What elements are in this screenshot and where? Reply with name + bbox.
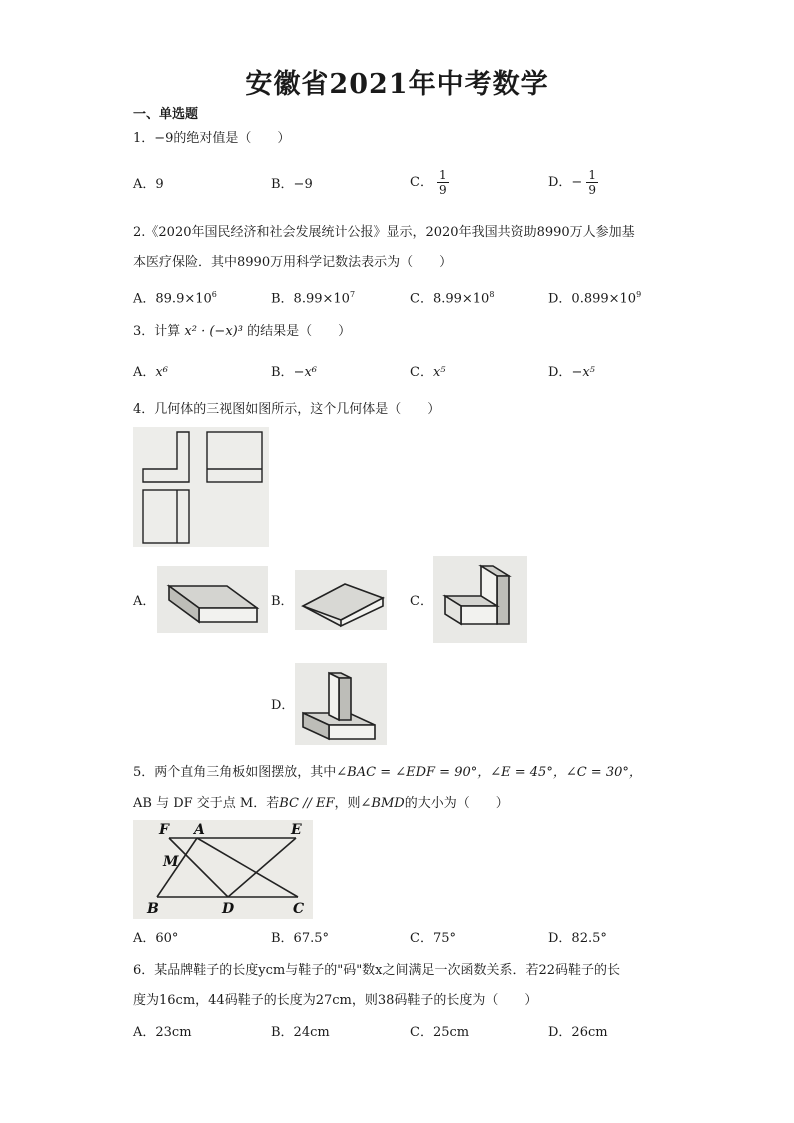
q3-option-c-value: x⁵ xyxy=(432,365,446,380)
q3-option-d xyxy=(548,364,595,382)
label-d: D xyxy=(222,901,235,917)
q5-stem-line2-post: 的大小为（ ） xyxy=(404,796,509,811)
q5-stem-line1-pre: 5．两个直角三角板如图摆放，其中 xyxy=(133,765,337,780)
label-f: F xyxy=(159,822,169,838)
q1-option-d-label: D．− xyxy=(548,175,583,190)
q3-stem-pre: 3．计算 xyxy=(133,324,181,339)
wedge-slope-face xyxy=(303,584,383,620)
label-a: A xyxy=(194,822,205,838)
label-m: M xyxy=(163,854,179,870)
pedestal-base-front xyxy=(329,725,375,739)
q4-option-b-figure xyxy=(295,570,387,630)
q4-option-a-figure xyxy=(157,566,268,633)
q2-stem-line2: 本医疗保险．其中8990万用科学记数法表示为（ ） xyxy=(133,255,453,270)
q3-option-d-label: D． xyxy=(548,365,572,380)
pedestal-column-side xyxy=(339,678,351,720)
q2-option-d-exponent: 9 xyxy=(636,290,642,299)
q5-stem-line2-expression: BC // EF xyxy=(279,796,335,811)
q3-option-a-value: x⁶ xyxy=(155,365,168,380)
label-b: B xyxy=(147,901,159,917)
q3-option-b-label: B． xyxy=(271,365,294,380)
q2-option-d xyxy=(548,286,641,308)
q3-option-a-label: A． xyxy=(133,365,156,380)
q1-option-c-label: C． xyxy=(410,175,433,190)
q1-option-c-denominator: 9 xyxy=(438,183,447,197)
q2-option-b-text: B．8.99×10 xyxy=(271,291,350,307)
l-block-base-front xyxy=(461,606,497,624)
q5-option-a: A．60° xyxy=(133,931,179,946)
q2-stem-line1: 2.《2020年国民经济和社会发展统计公报》显示，2020年我国共资助8990万人参加基 xyxy=(133,225,635,240)
page-title: 安徽省2021年中考数学 xyxy=(245,69,549,100)
q1-option-d-denominator: 9 xyxy=(588,183,596,197)
q6-option-c: C．25cm xyxy=(410,1025,470,1040)
q1-stem: 1．−9的绝对值是（ ） xyxy=(133,131,291,146)
q5-option-b: B．67.5° xyxy=(271,931,329,946)
q2-option-c-text: C．8.99×10 xyxy=(410,291,490,307)
q1-option-a: A．9 xyxy=(133,177,164,192)
q4-stem: 4．几何体的三视图如图所示，这个几何体是（ ） xyxy=(133,402,441,417)
label-c: C xyxy=(293,901,305,917)
q3-stem xyxy=(133,323,351,341)
q5-stem-line2-expression2: ∠BMD xyxy=(360,796,405,811)
l-block-upright-side xyxy=(497,576,509,624)
q5-stem-line2-mid: ，则 xyxy=(334,796,361,811)
label-e: E xyxy=(291,822,302,838)
three-views-background xyxy=(133,427,269,547)
q5-stem-line1-expression: ∠BAC = ∠EDF = 90°，∠E = 45°，∠C = 30°， xyxy=(336,765,642,780)
q2-option-a xyxy=(133,286,217,308)
q2-option-b-exponent: 7 xyxy=(349,290,356,299)
q3-option-c xyxy=(410,364,446,382)
q3-option-c-label: C． xyxy=(410,365,433,380)
slab-front-face xyxy=(199,608,257,622)
pedestal-column-front xyxy=(329,673,339,720)
q4-option-c-label: C． xyxy=(410,594,433,609)
q2-option-c-exponent: 8 xyxy=(489,290,495,299)
q1-option-c xyxy=(410,168,449,197)
q5-stem-line2-pre: AB 与 DF 交于点 M．若 xyxy=(133,796,280,811)
q3-stem-post: 的结果是（ ） xyxy=(247,324,352,339)
q3-option-b xyxy=(271,364,317,382)
q3-option-d-value: −x⁵ xyxy=(571,365,595,380)
q5-option-c: C．75° xyxy=(410,931,456,946)
q6-option-d: D．26cm xyxy=(548,1025,608,1040)
q6-option-a: A．23cm xyxy=(133,1025,192,1040)
q1-option-d xyxy=(548,168,598,197)
q3-stem-expression: x² · (−x)³ xyxy=(184,324,243,339)
q2-option-a-exponent: 6 xyxy=(211,290,217,299)
q4-option-d-figure xyxy=(295,663,387,745)
q4-option-a-label: A． xyxy=(133,594,156,609)
q5-triangle-figure xyxy=(133,820,313,919)
q3-option-a xyxy=(133,364,168,382)
q5-option-d: D．82.5° xyxy=(548,931,607,946)
q4-option-c-figure xyxy=(433,556,527,643)
q2-option-b xyxy=(271,286,355,308)
q2-option-a-text: A．89.9×10 xyxy=(133,291,212,307)
q2-option-d-text: D．0.899×10 xyxy=(548,291,637,307)
q6-option-b: B．24cm xyxy=(271,1025,330,1040)
section-heading: 一、单选题 xyxy=(133,107,199,122)
q4-option-d-label: D． xyxy=(271,698,295,713)
q1-option-c-numerator: 1 xyxy=(438,168,447,182)
q6-stem-line2: 度为16cm，44码鞋子的长度为27cm，则38码鞋子的长度为（ ） xyxy=(133,993,538,1008)
q6-stem-line1: 6．某品牌鞋子的长度ycm与鞋子的"码"数x之间满足一次函数关系．若22码鞋子的长 xyxy=(133,963,621,978)
q3-option-b-value: −x⁶ xyxy=(293,365,317,380)
q2-option-c xyxy=(410,286,494,308)
q4-option-b-label: B． xyxy=(271,594,294,609)
q5-stem-line1 xyxy=(133,764,642,782)
q4-three-views-figure xyxy=(133,427,269,547)
q5-stem-line2 xyxy=(133,795,509,813)
q1-option-b: B．−9 xyxy=(271,177,313,192)
q1-option-d-numerator: 1 xyxy=(588,168,596,182)
q1-option-c-fraction xyxy=(437,168,449,197)
q1-option-d-fraction xyxy=(586,168,598,197)
